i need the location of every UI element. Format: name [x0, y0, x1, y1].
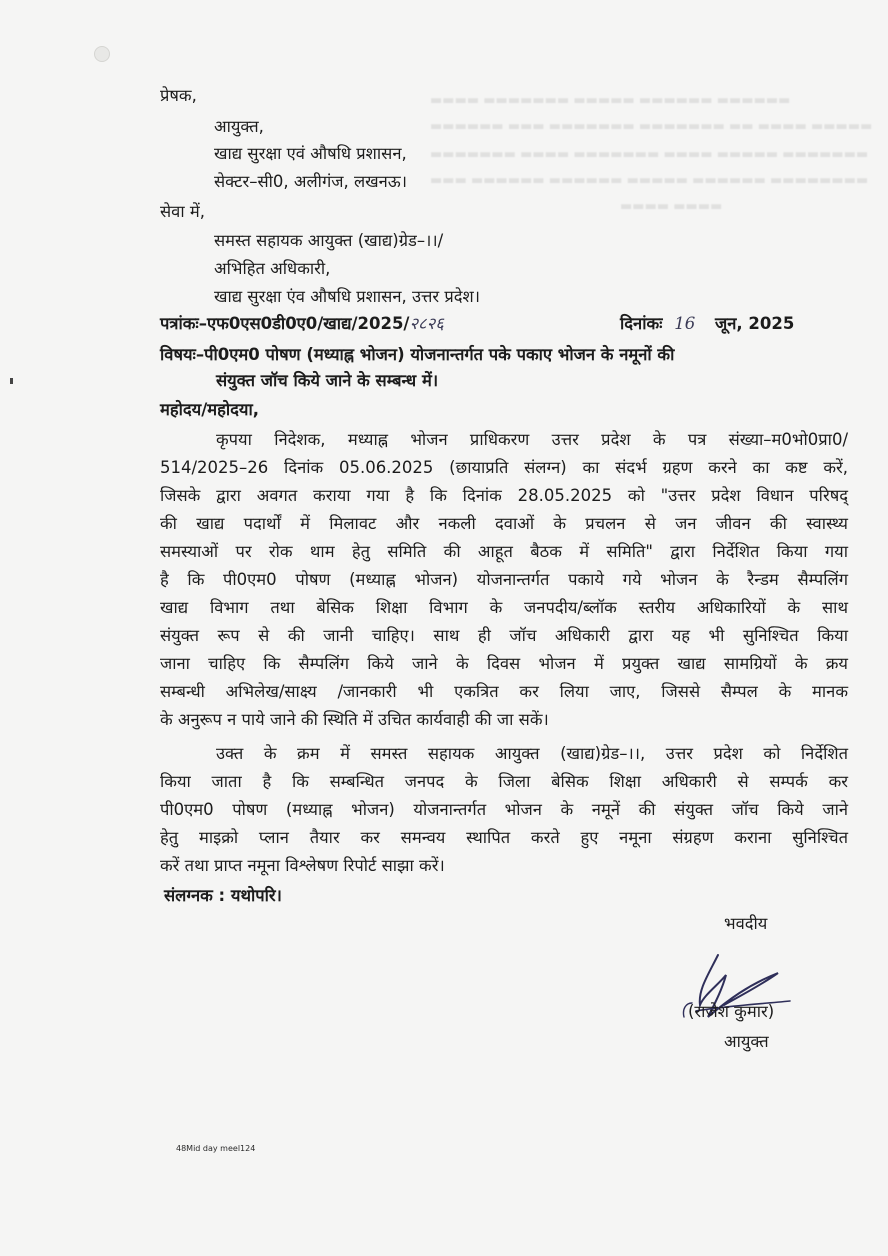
footer-file-code: 48Mid day meel124 — [176, 1144, 256, 1153]
letter-number — [160, 314, 444, 334]
subject-line-2: संयुक्त जॉच किये जाने के सम्बन्ध में। — [216, 371, 439, 390]
signatory-designation: आयुक्त — [724, 1032, 769, 1051]
scan-edge-mark — [10, 378, 13, 384]
paragraph-line: समस्याओं पर रोक थाम हेतु समिति की आहूत बैठक में समिति" द्वारा निर्देशित किया गया — [160, 542, 848, 561]
paragraph-line: कृपया निदेशक, मध्याह्न भोजन प्राधिकरण उत्तर प्रदेश के पत्र संख्या–म0भो0प्रा0/ — [216, 430, 848, 449]
date-day-handwritten: 16 — [674, 314, 696, 333]
recipient-line-1: समस्त सहायक आयुक्त (खाद्य)ग्रेड–।।/ — [214, 231, 444, 250]
paragraph-line: हेतु माइक्रो प्लान तैयार कर समन्वय स्थापित करते हुए नमूना संग्रहण कराना सुनिश्चित — [160, 828, 848, 847]
paragraph-line: के अनुरूप न पाये जाने की स्थिति में उचित कार्यवाही की जा सकें। — [160, 710, 549, 729]
subject-line-1: विषयः–पी0एम0 पोषण (मध्याह्न भोजन) योजनान्तर्गत पके पकाए भोजन के नमूनों की — [160, 345, 675, 364]
show-through-text: ▬▬▬▬ ▬▬▬▬ — [620, 199, 723, 214]
letter-number-handwritten: २८२६ — [409, 314, 444, 333]
paragraph-line: जाना चाहिए कि सैम्पलिंग किये जाने के दिवस भोजन में प्रयुक्त खाद्य सामग्रियों के क्रय — [160, 654, 848, 673]
show-through-text: ▬▬▬ ▬▬▬▬▬▬ ▬▬▬▬▬▬ ▬▬▬▬▬ ▬▬▬▬▬▬ ▬▬▬▬▬▬▬▬ — [430, 173, 869, 188]
recipient-line-3: खाद्य सुरक्षा एंव औषधि प्रशासन, उत्तर प्रदेश। — [214, 287, 481, 306]
paragraph-line: सम्बन्धी अभिलेख/साक्ष्य /जानकारी भी एकत्रित कर लिया जाए, जिससे सैम्पल के मानक — [160, 682, 848, 701]
date-label: दिनांकः — [620, 314, 663, 333]
paragraph-line: खाद्य विभाग तथा बेसिक शिक्षा विभाग के जनपदीय/ब्लॉक स्तरीय अधिकारियों के साथ — [160, 598, 848, 617]
sender-department: खाद्य सुरक्षा एवं औषधि प्रशासन, — [214, 144, 407, 163]
paragraph-line: पी0एम0 पोषण (मध्याह्न भोजन) योजनान्तर्गत भोजन के नमूनें की संयुक्त जॉच किये जाने — [160, 800, 848, 819]
salutation: महोदय/महोदया, — [160, 400, 260, 419]
letter-number-prefix: पत्रांकः–एफ0एस0डी0ए0/खाद्य/2025/ — [160, 314, 410, 333]
letter-date — [620, 314, 794, 334]
sender-label: प्रेषक, — [160, 86, 197, 105]
paragraph-line: उक्त के क्रम में समस्त सहायक आयुक्त (खाद्य)ग्रेड–।।, उत्तर प्रदेश को निर्देशित — [216, 744, 848, 763]
show-through-text: ▬▬▬▬▬▬▬ ▬▬▬▬ ▬▬▬▬▬▬▬ ▬▬▬▬ ▬▬▬▬▬ ▬▬▬▬▬▬▬ — [430, 147, 869, 162]
recipient-line-2: अभिहित अधिकारी, — [214, 259, 331, 278]
enclosure-note: संलग्नक : यथोपरि। — [164, 886, 282, 905]
sender-address: सेक्टर–सी0, अलीगंज, लखनऊ। — [214, 172, 408, 191]
paragraph-line: करें तथा प्राप्त नमूना विश्लेषण रिपोर्ट साझा करें। — [160, 856, 445, 875]
paragraph-line: की खाद्य पदार्थों में मिलावट और नकली दवाओं के प्रचलन से जन जीवन की स्वास्थ्य — [160, 514, 848, 533]
signatory-name: (राजेश कुमार) — [688, 1002, 775, 1021]
paragraph-line: संयुक्त रूप से की जानी चाहिए। साथ ही जॉच अधिकारी द्वारा यह भी सुनिश्चित किया — [160, 626, 848, 645]
closing-yours: भवदीय — [724, 914, 768, 933]
date-month-year: जून, 2025 — [714, 314, 795, 333]
paragraph-line: 514/2025–26 दिनांक 05.06.2025 (छायाप्रति संलग्न) का संदर्भ ग्रहण करने का कष्ट करें, — [160, 458, 848, 477]
punch-hole — [94, 46, 110, 62]
show-through-text: ▬▬▬▬ ▬▬▬▬▬▬▬ ▬▬▬▬▬ ▬▬▬▬▬▬ ▬▬▬▬▬▬ — [430, 93, 791, 108]
paragraph-line: है कि पी0एम0 पोषण (मध्याह्न भोजन) योजनान्तर्गत पकाये गये भोजन के रैन्डम सैम्पलिंग — [160, 570, 848, 589]
recipient-label: सेवा में, — [160, 202, 205, 221]
paragraph-line: जिसके द्वारा अवगत कराया गया है कि दिनांक 28.05.2025 को "उत्तर प्रदेश विधान परिषद् — [160, 486, 848, 505]
sender-designation: आयुक्त, — [214, 117, 264, 136]
show-through-text: ▬▬▬▬▬▬ ▬▬▬ ▬▬▬▬▬▬▬ ▬▬▬▬▬▬▬ ▬▬ ▬▬▬▬ ▬▬▬▬▬ — [430, 119, 873, 134]
paragraph-line: किया जाता है कि सम्बन्धित जनपद के जिला बेसिक शिक्षा अधिकारी से सम्पर्क कर — [160, 772, 848, 791]
